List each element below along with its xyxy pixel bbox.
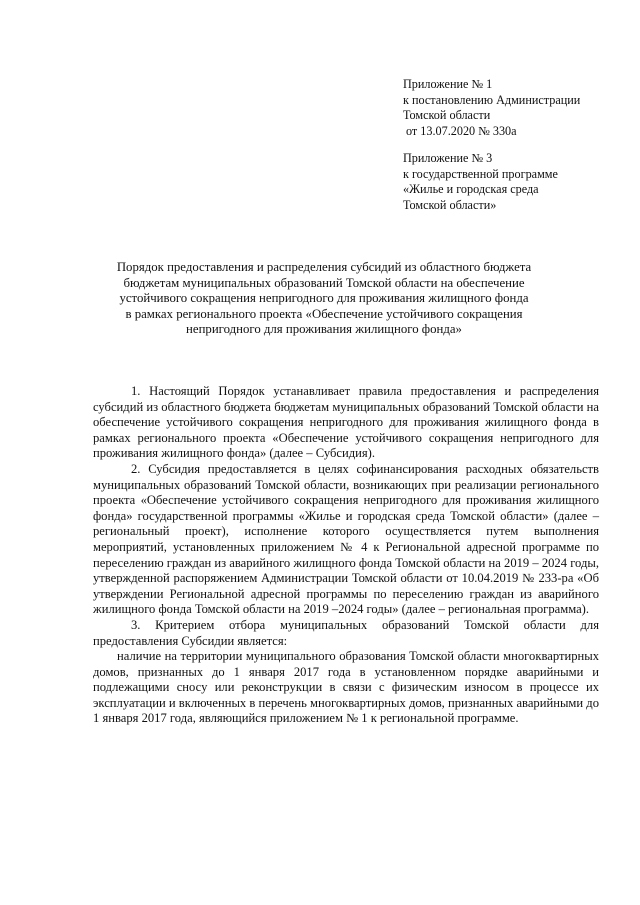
paragraph-1: 1. Настоящий Порядок устанавливает правила предоставления и распределения субсидий из областного бюджета бюджетам муниципальных образований Томской области на обеспечение устойчивого сокращения непригодного для проживания жилищного фонда в рамках регионального проекта «Обеспечение устойчивого сокращения непригодного для проживания жилищного фонда» (далее – Субсидия). xyxy=(93,384,599,461)
paragraph-2: 2. Субсидия предоставляется в целях софинансирования расходных обязательств муниципальных образований Томской области, возникающих при реализации регионального проекта «Обеспечение устойчивого сокращения непригодного для проживания жилищного фонда» государственной программы «Жилье и городская среда Томской области» (далее – региональный проект), исполнение которого осуществляется путем выполнения мероприятий, установленных приложением № 4 к Региональной адресной программе по переселению граждан из аварийного жилищного фонда Томской области на 2019 – 2024 годы, утвержденной распоряжением Администрации Томской области от 10.04.2019 № 233-ра «Об утверждении Региональной адресной программы по переселению граждан из аварийного жилищного фонда Томской области на 2019 –2024 годы» (далее – региональная программа). xyxy=(93,461,599,617)
title-line-2: бюджетам муниципальных образований Томской области на обеспечение xyxy=(123,275,525,290)
appendix-1-reference: к постановлению Администрации xyxy=(403,92,581,107)
document-title xyxy=(90,260,558,338)
appendix-1-header xyxy=(403,77,633,139)
title-line-5: непригодного для проживания жилищного фонда» xyxy=(186,322,462,337)
title-line-1: Порядок предоставления и распределения субсидий из областного бюджета xyxy=(116,260,532,274)
appendix-3-reference: к государственной программе xyxy=(403,166,558,181)
appendix-3-number: Приложение № 3 xyxy=(403,151,493,165)
paragraph-3: 3. Критерием отбора муниципальных образований Томской области для предоставления Субсидии является: xyxy=(93,617,599,648)
appendix-3-region: Томской области» xyxy=(403,197,497,212)
appendix-1-date: от 13.07.2020 № 330а xyxy=(406,123,517,138)
document-body xyxy=(93,384,599,727)
appendix-1-number: Приложение № 1 xyxy=(403,77,493,91)
appendix-3-header xyxy=(403,151,633,213)
paragraph-4: наличие на территории муниципального образования Томской области многоквартирных домов, признанных до 1 января 2017 года в установленном порядке аварийными и подлежащими сносу или реконструкции в связи с физическим износом в процессе их эксплуатации и включенных в перечень многоквартирных домов, признанных аварийными до 1 января 2017 года, являющийся приложением № 1 к региональной программе. xyxy=(93,649,599,726)
appendix-3-program: «Жилье и городская среда xyxy=(403,182,539,197)
title-line-3: устойчивого сокращения непригодного для проживания жилищного фонда xyxy=(119,291,529,306)
appendix-1-region: Томской области xyxy=(403,108,491,123)
title-line-4: в рамках регионального проекта «Обеспечение устойчивого сокращения xyxy=(125,306,523,321)
